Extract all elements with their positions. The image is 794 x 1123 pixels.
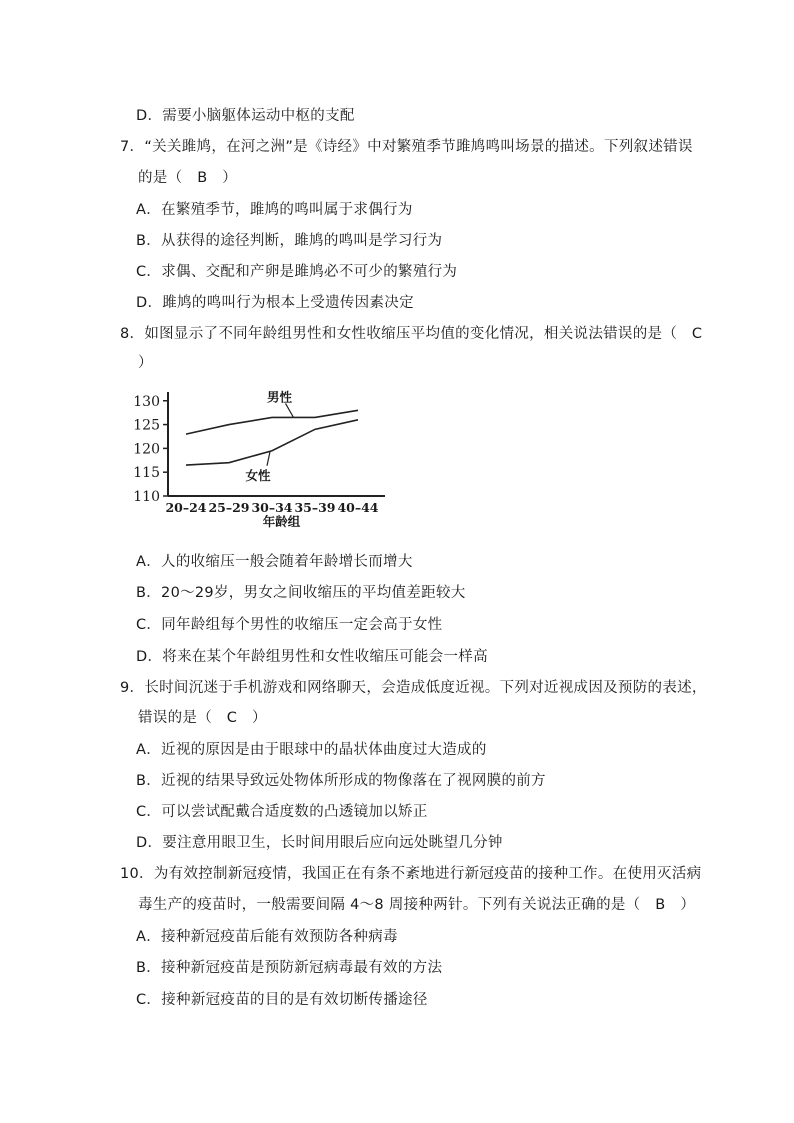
q10-option-a: A．接种新冠疫苗后能有效预防各种病毒 xyxy=(136,929,398,945)
q7-option-d: D．雎鸠的鸣叫行为根本上受遗传因素决定 xyxy=(136,295,414,311)
q7-option-a: A．在繁殖季节，雎鸠的鸣叫属于求偶行为 xyxy=(136,202,413,218)
q8-stem-line-1: 8．如图显示了不同年龄组男性和女性收缩压平均值的变化情况，相关说法错误的是（ C xyxy=(120,326,703,342)
q8-option-b: B．20～29岁，男女之间收缩压的平均值差距较大 xyxy=(136,585,466,601)
q10-option-b: B．接种新冠疫苗是预防新冠病毒最有效的方法 xyxy=(136,960,443,976)
series-line-female xyxy=(186,420,358,465)
x-tick-label: 30–34 xyxy=(251,500,293,515)
q8-option-d: D．将来在某个年龄组男性和女性收缩压可能会一样高 xyxy=(136,649,488,665)
y-tick-label: 130 xyxy=(133,393,160,410)
q9-option-d: D．要注意用眼卫生，长时间用眼后应向远处眺望几分钟 xyxy=(136,835,503,851)
female-leader-line xyxy=(267,452,270,466)
q8-option-a: A．人的收缩压一般会随着年龄增长而增大 xyxy=(136,554,413,570)
q10-option-c: C．接种新冠疫苗的目的是有效切断传播途径 xyxy=(136,992,428,1008)
q8-option-c: C．同年龄组每个男性的收缩压一定会高于女性 xyxy=(136,617,443,633)
q9-stem-line-1: 9．长时间沉迷于手机游戏和网络聊天，会造成低度近视。下列对近视成因及预防的表述， xyxy=(120,680,707,696)
q8-stem-line-2: ） xyxy=(138,355,153,371)
q10-stem-line-1: 10．为有效控制新冠疫情，我国正在有条不紊地进行新冠疫苗的接种工作。在使用灭活病 xyxy=(120,866,702,882)
q9-option-a: A．近视的原因是由于眼球中的晶状体曲度过大造成的 xyxy=(136,742,487,758)
y-tick-label: 125 xyxy=(133,417,160,434)
q7-option-c: C．求偶、交配和产卵是雎鸠必不可少的繁殖行为 xyxy=(136,264,458,280)
blood-pressure-chart xyxy=(130,388,395,533)
q9-option-c: C．可以尝试配戴合适度数的凸透镜加以矫正 xyxy=(136,804,428,820)
y-tick-label: 115 xyxy=(133,465,160,482)
x-tick-label: 25–29 xyxy=(208,500,250,515)
y-tick-label: 120 xyxy=(133,441,160,458)
q9-stem-line-2: 错误的是（ C ） xyxy=(138,710,267,726)
q7-option-b: B．从获得的途径判断，雎鸠的鸣叫是学习行为 xyxy=(136,233,443,249)
q7-stem-line-1: 7．“关关雎鸠，在河之洲”是《诗经》中对繁殖季节雎鸠鸣叫场景的描述。下列叙述错误 xyxy=(120,139,693,155)
x-tick-label: 40–44 xyxy=(337,500,379,515)
series-label-male: 男性 xyxy=(266,389,293,405)
q7-stem-line-2: 的是（ B ） xyxy=(138,170,238,186)
y-tick-label: 110 xyxy=(133,489,160,505)
q9-option-b: B．近视的结果导致远处物体所形成的物像落在了视网膜的前方 xyxy=(136,773,546,789)
series-label-female: 女性 xyxy=(245,467,271,483)
x-axis-label: 年龄组 xyxy=(262,514,301,529)
male-leader-line xyxy=(286,403,294,417)
x-tick-label: 35–39 xyxy=(294,500,336,515)
series-line-male xyxy=(186,410,358,434)
q6-option-d: D．需要小脑躯体运动中枢的支配 xyxy=(136,108,355,124)
x-tick-label: 20–24 xyxy=(165,500,207,515)
q10-stem-line-2: 毒生产的疫苗时，一般需要间隔 4～8 周接种两针。下列有关说法正确的是（ B ） xyxy=(138,897,696,913)
